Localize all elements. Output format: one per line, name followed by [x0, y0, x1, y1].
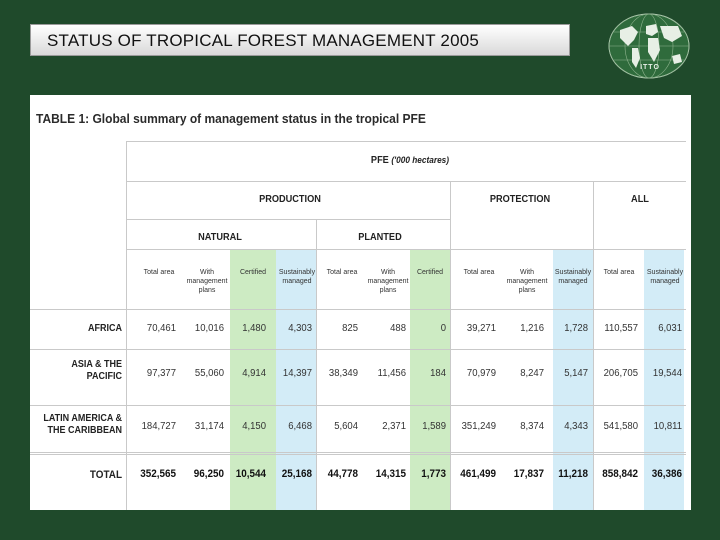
table-cell: 55,060 — [194, 368, 224, 379]
table-cell: 38,349 — [328, 368, 358, 379]
table-cell: 1,589 — [422, 421, 446, 432]
slide-title: STATUS OF TROPICAL FOREST MANAGEMENT 2005 — [47, 31, 480, 50]
table-cell: 4,914 — [242, 368, 266, 379]
pfe-units: ('000 hectares) — [391, 155, 450, 165]
table-cell: 0 — [440, 323, 446, 334]
planted-header: PLANTED — [358, 232, 402, 243]
table-cell: 5,147 — [564, 368, 588, 379]
natural-certified-header: Certified — [239, 269, 267, 276]
table-cell: 110,557 — [604, 323, 638, 334]
table-cell: 4,343 — [564, 421, 588, 432]
total-cell: 17,837 — [513, 468, 544, 480]
total-cell: 14,315 — [375, 468, 406, 480]
table-cell: 10,811 — [653, 421, 682, 432]
planted-with-mgmt-header: With management plans — [367, 269, 409, 294]
total-cell: 11,218 — [558, 468, 588, 480]
table-cell: 1,728 — [564, 323, 588, 334]
row-label-latin-america: LATIN AMERICA & THE CARIBBEAN — [43, 413, 122, 436]
row-label-asia: ASIA & THE PACIFIC — [71, 359, 122, 382]
table-cell: 97,377 — [146, 368, 176, 379]
total-cell: 36,386 — [651, 468, 682, 480]
total-cell: 44,778 — [327, 468, 358, 480]
all-sust-header: Sustainably managed — [646, 269, 684, 285]
pfe-label: PFE — [370, 155, 389, 166]
itto-logo-label: ITTO — [640, 64, 660, 71]
table-cell: 14,397 — [282, 368, 312, 379]
all-header: ALL — [631, 194, 649, 205]
table-cell: 6,031 — [658, 323, 682, 334]
production-header: PRODUCTION — [259, 194, 321, 205]
table-cell: 1,216 — [520, 323, 544, 334]
table-cell: 8,247 — [520, 368, 544, 379]
table-cell: 70,979 — [466, 368, 496, 379]
table-cell: 10,016 — [194, 323, 224, 334]
table-cell: 5,604 — [334, 421, 358, 432]
total-cell: 96,250 — [193, 468, 224, 480]
table-cell: 351,249 — [461, 421, 496, 432]
table-cell: 825 — [342, 323, 358, 334]
total-cell: 1,773 — [421, 468, 446, 480]
table-cell: 4,150 — [242, 421, 266, 432]
table-cell: 6,468 — [288, 421, 312, 432]
table-cell: 541,580 — [603, 421, 638, 432]
table-cell: 2,371 — [382, 421, 406, 432]
total-cell: 10,544 — [235, 468, 266, 480]
slide-title-bar — [30, 24, 570, 56]
table-cell: 488 — [390, 323, 406, 334]
protection-with-mgmt-header: With management plans — [506, 269, 548, 294]
table-caption — [36, 112, 426, 126]
table-caption-prefix: TABLE 1: — [36, 112, 90, 126]
pfe-header — [336, 155, 483, 166]
table-cell: 70,461 — [146, 323, 176, 334]
table-cell: 184,727 — [141, 421, 176, 432]
table-cell: 19,544 — [652, 368, 682, 379]
total-cell: 352,565 — [140, 468, 176, 480]
planted-total-area-header: Total area — [326, 269, 358, 276]
natural-total-area-header: Total area — [143, 269, 175, 276]
natural-with-mgmt-header: With management plans — [186, 269, 228, 294]
table-panel — [30, 95, 691, 510]
table-caption-text: Global summary of management status in the tropical PFE — [92, 112, 426, 126]
table-cell: 184 — [430, 368, 446, 379]
all-total-area-header: Total area — [603, 269, 635, 276]
natural-header: NATURAL — [198, 232, 242, 243]
table-cell: 31,174 — [194, 421, 224, 432]
table-cell: 206,705 — [603, 368, 638, 379]
natural-sust-header: Sustainably managed — [278, 269, 316, 285]
total-cell: 858,842 — [602, 468, 638, 480]
row-label-africa: AFRICA — [87, 323, 122, 334]
table-cell: 11,456 — [377, 368, 406, 379]
protection-header: PROTECTION — [489, 194, 551, 205]
table-cell: 1,480 — [242, 323, 266, 334]
table-cell: 8,374 — [520, 421, 544, 432]
total-cell: 461,499 — [460, 468, 496, 480]
total-cell: 25,168 — [281, 468, 312, 480]
planted-certified-header: Certified — [416, 269, 444, 276]
table-cell: 39,271 — [466, 323, 496, 334]
row-label-total: TOTAL — [89, 469, 122, 481]
protection-total-area-header: Total area — [463, 269, 495, 276]
protection-sust-header: Sustainably managed — [554, 269, 592, 285]
table-cell: 4,303 — [288, 323, 312, 334]
